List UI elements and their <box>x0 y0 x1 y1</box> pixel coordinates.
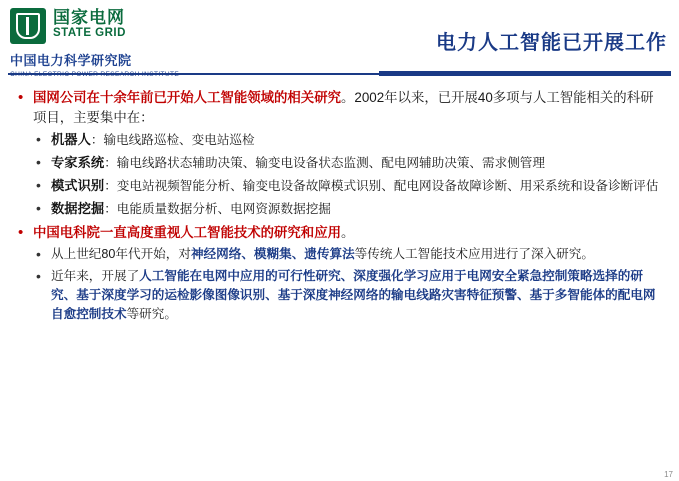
sub-item-text: ：输电线路巡检、变电站巡检 <box>90 133 255 148</box>
page-title: 电力人工智能已开展工作 <box>436 32 667 54</box>
bullet-item-research-history <box>16 88 665 219</box>
bullet1-rest: 。2002年以来，已开展40多项与人工智能相关的科研项目，主要集中在： <box>33 90 654 126</box>
slide-header <box>0 0 679 76</box>
logo-text-block <box>53 8 126 40</box>
list-item <box>33 176 665 196</box>
sub-item-highlight: 神经网络、模糊集、遗传算法 <box>190 247 355 262</box>
list-item <box>33 267 665 324</box>
bullet2-rest: 。 <box>340 224 355 240</box>
logo-company-name-en: STATE GRID <box>53 27 126 39</box>
sub-item-text-part1: 近年来，开展了 <box>51 268 140 283</box>
logo-company-name-cn: 国家电网 <box>53 8 125 27</box>
sub-item-lead: 数据挖掘 <box>51 201 105 217</box>
slide-body <box>0 76 679 324</box>
sub-item-text: ：电能质量数据分析、电网资源数据挖掘 <box>104 202 331 217</box>
list-item <box>33 199 665 219</box>
state-grid-logo-icon <box>10 8 46 44</box>
sub-item-text: ：输电线路状态辅助决策、输变电设备状态监测、配电网辅助决策、需求侧管理 <box>104 156 545 171</box>
page-number: 17 <box>664 470 673 479</box>
sub-item-text-part2: 等研究。 <box>126 306 177 321</box>
bullet2-highlight: 中国电科院一直高度重视人工智能技术的研究和应用 <box>33 224 341 240</box>
sub-item-lead: 专家系统 <box>51 155 105 171</box>
institute-name-cn: 中国电力科学研究院 <box>10 53 132 68</box>
sub-item-text: ：变电站视频智能分析、输变电设备故障模式识别、配电网设备故障诊断、用采系统和设备诊断评估 <box>104 179 659 194</box>
list-item <box>33 245 665 264</box>
list-item <box>33 130 665 150</box>
bullet1-sublist <box>33 130 665 219</box>
bullet2-sublist <box>33 245 665 324</box>
outline-level1-list <box>16 88 665 324</box>
sub-item-lead: 模式识别 <box>51 178 105 194</box>
sub-item-highlight: 人工智能在电网中应用的可行性研究、深度强化学习应用于电网安全紧急控制策略选择的研究、基于深度学习的运检影像图像识别、基于深度神经网络的输电线路灾害特征预警、基于多智能体的配电网自愈控制技术 <box>51 268 656 321</box>
sub-item-lead: 机器人 <box>51 132 91 148</box>
bullet-item-epri-focus <box>16 223 665 324</box>
bullet1-highlight: 国网公司在十余年前已开始人工智能领域的相关研究 <box>33 90 341 105</box>
sub-item-text-part1: 从上世纪80年代开始，对 <box>51 247 191 262</box>
list-item <box>33 153 665 173</box>
sub-item-text-part2: 等传统人工智能技术应用进行了深入研究。 <box>354 247 594 262</box>
